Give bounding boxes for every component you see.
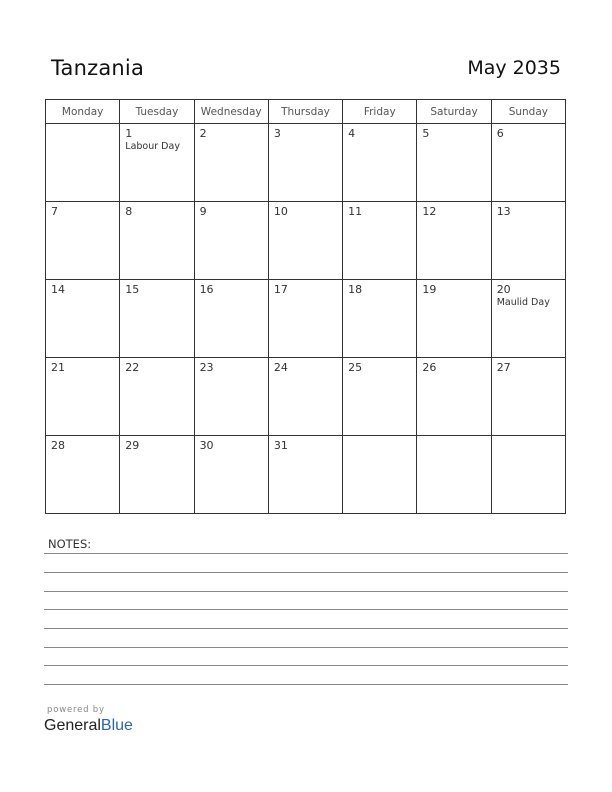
day-cell	[417, 436, 491, 514]
calendar-grid	[45, 99, 566, 514]
day-number: 1	[125, 127, 133, 140]
country-title: Tanzania	[51, 56, 145, 80]
day-cell	[194, 124, 268, 202]
weekday-header: Friday	[343, 100, 417, 124]
day-cell	[268, 124, 342, 202]
day-number: 5	[422, 127, 430, 140]
day-cell	[194, 358, 268, 436]
day-cell	[491, 124, 565, 202]
day-cell	[343, 202, 417, 280]
day-number: 3	[273, 127, 281, 140]
weekday-header: Saturday	[417, 100, 491, 124]
note-line	[44, 628, 568, 629]
day-number: 28	[51, 439, 65, 452]
day-number: 26	[422, 361, 437, 374]
day-cell	[194, 280, 268, 358]
week-row	[46, 202, 566, 280]
day-number: 11	[348, 205, 363, 218]
day-cell	[343, 358, 417, 436]
day-number: 22	[125, 361, 140, 374]
day-cell	[120, 202, 194, 280]
weekday-header: Tuesday	[120, 100, 194, 124]
week-row	[46, 358, 566, 436]
day-cell	[491, 202, 565, 280]
day-cell	[417, 202, 491, 280]
day-number: 17	[273, 283, 288, 296]
day-number: 16	[199, 283, 214, 296]
weekday-header: Monday	[46, 100, 120, 124]
day-number: 12	[422, 205, 437, 218]
day-cell	[268, 358, 342, 436]
day-cell	[46, 202, 120, 280]
note-line	[44, 572, 568, 573]
day-cell	[120, 124, 194, 202]
day-number: 15	[125, 283, 140, 296]
day-number: 14	[51, 283, 65, 296]
note-line	[44, 553, 568, 554]
day-number: 6	[496, 127, 504, 140]
day-cell	[120, 358, 194, 436]
powered-by-text: powered by	[47, 705, 105, 715]
day-number: 31	[273, 439, 288, 452]
day-cell	[46, 280, 120, 358]
note-line	[44, 665, 568, 666]
day-number: 19	[422, 283, 437, 296]
day-cell	[194, 202, 268, 280]
day-number: 13	[496, 205, 511, 218]
day-number: 23	[199, 361, 214, 374]
month-title: May 2035	[467, 57, 561, 79]
day-number: 24	[273, 361, 288, 374]
day-number: 8	[125, 205, 133, 218]
day-cell	[120, 280, 194, 358]
note-line	[44, 647, 568, 648]
brand-blue: Blue	[100, 717, 133, 734]
day-cell	[46, 124, 120, 202]
weekday-header: Wednesday	[194, 100, 268, 124]
note-line	[44, 684, 568, 685]
note-line	[44, 591, 568, 592]
day-cell	[268, 280, 342, 358]
day-cell	[491, 280, 565, 358]
day-cell	[268, 436, 342, 514]
day-number: 4	[348, 127, 356, 140]
day-cell	[46, 358, 120, 436]
day-number: 20	[496, 283, 511, 296]
notes-label: NOTES:	[48, 537, 92, 551]
week-row	[46, 436, 566, 514]
day-cell	[417, 358, 491, 436]
day-number: 2	[199, 127, 207, 140]
weekday-header: Thursday	[268, 100, 342, 124]
note-line	[44, 609, 568, 610]
generalblue-logo	[44, 717, 133, 735]
day-number: 25	[348, 361, 363, 374]
day-cell	[491, 358, 565, 436]
day-number: 9	[199, 205, 207, 218]
brand-general: General	[44, 717, 101, 734]
weekday-header: Sunday	[491, 100, 565, 124]
day-cell	[491, 436, 565, 514]
day-cell	[194, 436, 268, 514]
day-cell	[46, 436, 120, 514]
day-number	[417, 436, 490, 439]
day-number: 30	[199, 439, 214, 452]
day-cell	[343, 124, 417, 202]
day-cell	[417, 280, 491, 358]
day-cell	[343, 436, 417, 514]
day-number: 21	[51, 361, 65, 374]
day-number	[343, 436, 416, 439]
day-cell	[343, 280, 417, 358]
day-number: 10	[273, 205, 288, 218]
day-number	[492, 436, 565, 439]
weekday-header-row	[46, 100, 566, 124]
week-row	[46, 280, 566, 358]
day-number: 27	[496, 361, 511, 374]
day-number: 18	[348, 283, 363, 296]
week-row	[46, 124, 566, 202]
day-cell	[417, 124, 491, 202]
holiday-label: Labour Day	[125, 141, 180, 152]
day-cell	[268, 202, 342, 280]
day-number	[46, 124, 119, 127]
day-number: 7	[51, 205, 58, 218]
day-cell	[120, 436, 194, 514]
holiday-label: Maulid Day	[496, 297, 550, 308]
day-number: 29	[125, 439, 140, 452]
